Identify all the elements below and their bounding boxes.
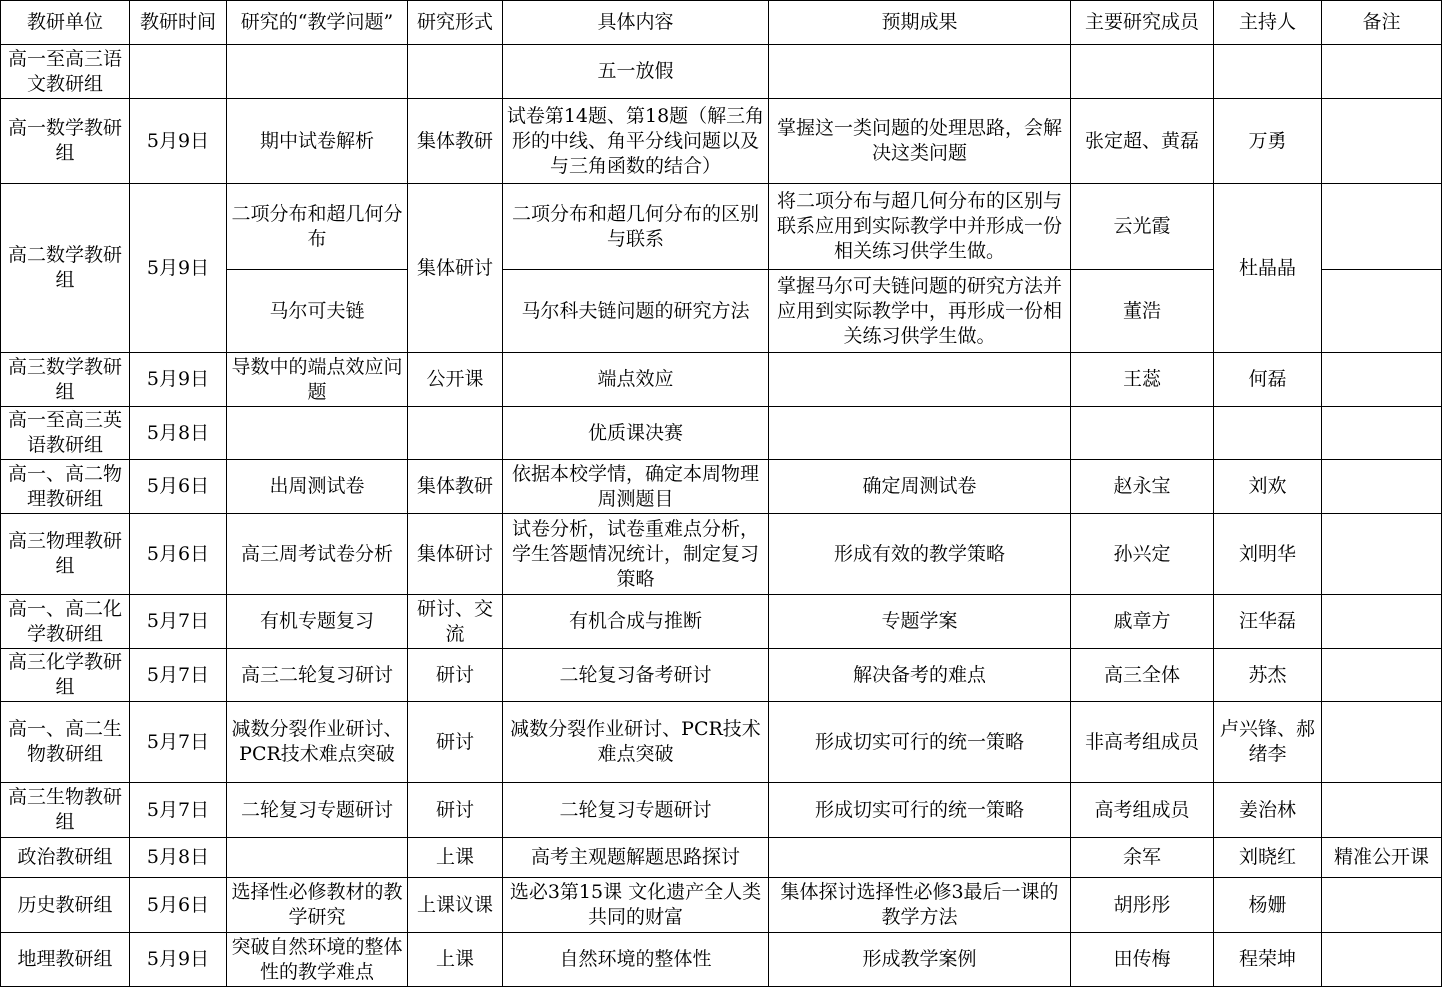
host-cell: 刘欢 <box>1214 460 1322 514</box>
problem-cell: 减数分裂作业研讨、PCR技术难点突破 <box>227 702 408 783</box>
members-cell: 高三全体 <box>1071 649 1214 702</box>
unit-cell: 历史教研组 <box>1 878 130 933</box>
note-cell <box>1322 933 1442 987</box>
members-cell: 孙兴定 <box>1071 514 1214 595</box>
content-cell: 五一放假 <box>503 45 769 99</box>
members-cell: 余军 <box>1071 838 1214 878</box>
problem-cell <box>227 838 408 878</box>
note-cell <box>1322 407 1442 460</box>
host-cell: 刘晓红 <box>1214 838 1322 878</box>
content-cell: 减数分裂作业研讨、PCR技术难点突破 <box>503 702 769 783</box>
problem-cell: 高三周考试卷分析 <box>227 514 408 595</box>
result-cell: 将二项分布与超几何分布的区别与联系应用到实际教学中并形成一份相关练习供学生做。 <box>769 184 1071 270</box>
content-cell: 依据本校学情，确定本周物理周测题目 <box>503 460 769 514</box>
note-cell <box>1322 878 1442 933</box>
form-cell: 上课 <box>408 838 503 878</box>
problem-cell: 导数中的端点效应问题 <box>227 353 408 407</box>
host-cell: 苏杰 <box>1214 649 1322 702</box>
form-cell <box>408 45 503 99</box>
form-cell: 公开课 <box>408 353 503 407</box>
host-cell: 刘明华 <box>1214 514 1322 595</box>
table-row <box>1 407 1442 460</box>
header-members: 主要研究成员 <box>1071 1 1214 45</box>
header-result: 预期成果 <box>769 1 1071 45</box>
members-cell: 田传梅 <box>1071 933 1214 987</box>
table-row <box>1 878 1442 933</box>
problem-cell: 二项分布和超几何分布 <box>227 184 408 270</box>
members-cell: 张定超、黄磊 <box>1071 99 1214 184</box>
content-cell: 选必3第15课 文化遗产全人类共同的财富 <box>503 878 769 933</box>
note-cell <box>1322 649 1442 702</box>
table-row <box>1 595 1442 649</box>
form-cell: 研讨 <box>408 649 503 702</box>
unit-cell: 高一至高三语文教研组 <box>1 45 130 99</box>
form-cell: 集体教研 <box>408 99 503 184</box>
unit-cell: 高三物理教研组 <box>1 514 130 595</box>
time-cell: 5月7日 <box>130 702 227 783</box>
result-cell: 集体探讨选择性必修3最后一课的教学方法 <box>769 878 1071 933</box>
result-cell: 形成有效的教学策略 <box>769 514 1071 595</box>
unit-cell: 高二数学教研组 <box>1 184 130 353</box>
content-cell: 有机合成与推断 <box>503 595 769 649</box>
result-cell: 确定周测试卷 <box>769 460 1071 514</box>
members-cell: 胡彤彤 <box>1071 878 1214 933</box>
note-cell <box>1322 99 1442 184</box>
note-cell <box>1322 353 1442 407</box>
form-cell <box>408 407 503 460</box>
content-cell: 端点效应 <box>503 353 769 407</box>
unit-cell: 高一、高二生物教研组 <box>1 702 130 783</box>
form-cell: 上课 <box>408 933 503 987</box>
note-cell <box>1322 460 1442 514</box>
header-problem: 研究的“教学问题” <box>227 1 408 45</box>
header-unit: 教研单位 <box>1 1 130 45</box>
content-cell: 马尔科夫链问题的研究方法 <box>503 270 769 353</box>
note-cell <box>1322 783 1442 838</box>
unit-cell: 高一至高三英语教研组 <box>1 407 130 460</box>
members-cell: 高考组成员 <box>1071 783 1214 838</box>
header-content: 具体内容 <box>503 1 769 45</box>
unit-cell: 政治教研组 <box>1 838 130 878</box>
host-cell: 姜治林 <box>1214 783 1322 838</box>
time-cell: 5月7日 <box>130 595 227 649</box>
table-row <box>1 45 1442 99</box>
host-cell: 程荣坤 <box>1214 933 1322 987</box>
unit-cell: 高一、高二物理教研组 <box>1 460 130 514</box>
result-cell: 形成教学案例 <box>769 933 1071 987</box>
unit-cell: 高一、高二化学教研组 <box>1 595 130 649</box>
header-note: 备注 <box>1322 1 1442 45</box>
problem-cell: 有机专题复习 <box>227 595 408 649</box>
form-cell: 研讨 <box>408 783 503 838</box>
time-cell: 5月7日 <box>130 649 227 702</box>
header-host: 主持人 <box>1214 1 1322 45</box>
table-row <box>1 184 1442 270</box>
form-cell: 研讨 <box>408 702 503 783</box>
members-cell <box>1071 407 1214 460</box>
note-cell <box>1322 45 1442 99</box>
note-cell <box>1322 184 1442 270</box>
result-cell: 形成切实可行的统一策略 <box>769 702 1071 783</box>
unit-cell: 高一数学教研组 <box>1 99 130 184</box>
result-cell: 专题学案 <box>769 595 1071 649</box>
result-cell <box>769 838 1071 878</box>
members-cell: 赵永宝 <box>1071 460 1214 514</box>
host-cell: 何磊 <box>1214 353 1322 407</box>
table-row <box>1 933 1442 987</box>
members-cell: 戚章方 <box>1071 595 1214 649</box>
time-cell: 5月9日 <box>130 933 227 987</box>
time-cell: 5月6日 <box>130 460 227 514</box>
content-cell: 试卷分析，试卷重难点分析，学生答题情况统计，制定复习策略 <box>503 514 769 595</box>
time-cell: 5月9日 <box>130 99 227 184</box>
note-cell <box>1322 702 1442 783</box>
result-cell <box>769 407 1071 460</box>
host-cell <box>1214 45 1322 99</box>
members-cell: 王蕊 <box>1071 353 1214 407</box>
time-cell: 5月8日 <box>130 838 227 878</box>
problem-cell: 选择性必修教材的教学研究 <box>227 878 408 933</box>
problem-cell: 高三二轮复习研讨 <box>227 649 408 702</box>
header-row <box>1 1 1442 45</box>
problem-cell: 突破自然环境的整体性的教学难点 <box>227 933 408 987</box>
unit-cell: 地理教研组 <box>1 933 130 987</box>
unit-cell: 高三生物教研组 <box>1 783 130 838</box>
problem-cell: 二轮复习专题研讨 <box>227 783 408 838</box>
table-row <box>1 649 1442 702</box>
form-cell: 研讨、交流 <box>408 595 503 649</box>
table-row <box>1 460 1442 514</box>
host-cell <box>1214 407 1322 460</box>
time-cell: 5月6日 <box>130 878 227 933</box>
content-cell: 优质课决赛 <box>503 407 769 460</box>
problem-cell <box>227 407 408 460</box>
unit-cell: 高三化学教研组 <box>1 649 130 702</box>
problem-cell: 期中试卷解析 <box>227 99 408 184</box>
time-cell <box>130 45 227 99</box>
note-cell <box>1322 595 1442 649</box>
result-cell <box>769 353 1071 407</box>
table-row <box>1 783 1442 838</box>
host-cell: 卢兴锋、郝绪李 <box>1214 702 1322 783</box>
table-row <box>1 353 1442 407</box>
note-cell <box>1322 514 1442 595</box>
result-cell: 形成切实可行的统一策略 <box>769 783 1071 838</box>
problem-cell: 出周测试卷 <box>227 460 408 514</box>
members-cell: 董浩 <box>1071 270 1214 353</box>
time-cell: 5月9日 <box>130 353 227 407</box>
content-cell: 二轮复习备考研讨 <box>503 649 769 702</box>
host-cell: 杜晶晶 <box>1214 184 1322 353</box>
result-cell: 掌握马尔可夫链问题的研究方法并应用到实际教学中，再形成一份相关练习供学生做。 <box>769 270 1071 353</box>
note-cell <box>1322 270 1442 353</box>
header-time: 教研时间 <box>130 1 227 45</box>
table-row <box>1 702 1442 783</box>
form-cell: 集体研讨 <box>408 514 503 595</box>
members-cell <box>1071 45 1214 99</box>
time-cell: 5月6日 <box>130 514 227 595</box>
result-cell: 解决备考的难点 <box>769 649 1071 702</box>
result-cell: 掌握这一类问题的处理思路，会解决这类问题 <box>769 99 1071 184</box>
header-form: 研究形式 <box>408 1 503 45</box>
time-cell: 5月9日 <box>130 184 227 353</box>
unit-cell: 高三数学教研组 <box>1 353 130 407</box>
table-row <box>1 99 1442 184</box>
problem-cell: 马尔可夫链 <box>227 270 408 353</box>
note-cell: 精准公开课 <box>1322 838 1442 878</box>
result-cell <box>769 45 1071 99</box>
content-cell: 二轮复习专题研讨 <box>503 783 769 838</box>
host-cell: 汪华磊 <box>1214 595 1322 649</box>
time-cell: 5月8日 <box>130 407 227 460</box>
host-cell: 万勇 <box>1214 99 1322 184</box>
content-cell: 高考主观题解题思路探讨 <box>503 838 769 878</box>
form-cell: 集体研讨 <box>408 184 503 353</box>
table-row <box>1 514 1442 595</box>
problem-cell <box>227 45 408 99</box>
content-cell: 自然环境的整体性 <box>503 933 769 987</box>
content-cell: 二项分布和超几何分布的区别与联系 <box>503 184 769 270</box>
table-row <box>1 838 1442 878</box>
members-cell: 非高考组成员 <box>1071 702 1214 783</box>
form-cell: 集体教研 <box>408 460 503 514</box>
host-cell: 杨姗 <box>1214 878 1322 933</box>
members-cell: 云光霞 <box>1071 184 1214 270</box>
time-cell: 5月7日 <box>130 783 227 838</box>
content-cell: 试卷第14题、第18题（解三角形的中线、角平分线问题以及与三角函数的结合） <box>503 99 769 184</box>
form-cell: 上课议课 <box>408 878 503 933</box>
